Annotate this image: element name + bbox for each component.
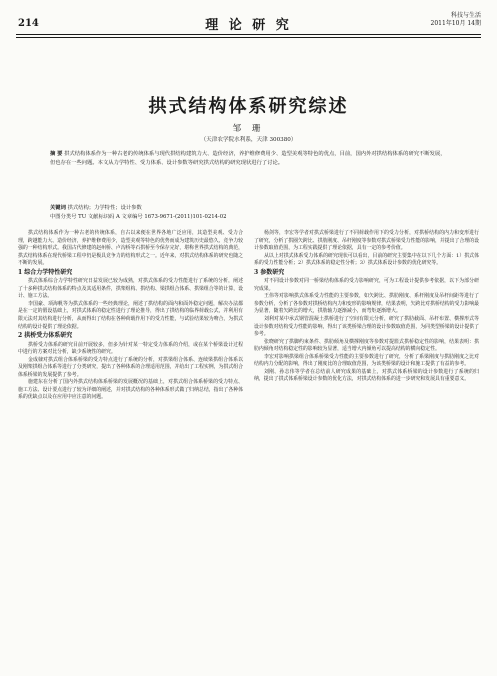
header-rule: [16, 34, 481, 38]
abstract-text: 拱式结构体系作为一种古老的传统体系与现代拱结构建筑力大、造价经济，养护维修费用少、造型美观等特色的优点，目前，国内外对拱结构体系的研究不断发展，但也存在一些问题。本文从力学特性、受力体系、设计参数等研究拱式结构的研究现状进行了讨论。: [50, 151, 446, 166]
keywords-text: 拱式结构；力学特性；设计参数: [67, 205, 142, 211]
abstract-label: 摘 要: [50, 151, 63, 157]
paper-title: 拱式结构体系研究综述: [148, 96, 349, 117]
issue-line-1: 科技与生活: [450, 12, 481, 19]
paragraph: 王伟等对影响拱式体系受力性能的主要参数，如矢跨比、拱肋刚度、系杆刚度及吊杆间距等进行了参数分析，分析了各参数对拱桥结构内力和变形的影响规律，结果表明，矢跨比对拱桥结构的受力影响最为显著，随着矢跨比的增大，拱肋轴力逐渐减小，而弯矩逐渐增大。: [254, 293, 479, 315]
paragraph: 刘利对某中承式钢管混凝土拱桥进行了空间有限元分析，研究了拱肋截面、吊杆布置、横撑形式等设计参数对结构受力性能的影响，得出了该类桥梁合理的设计参数取值范围，为同类型桥梁的设计提供了参考。: [254, 315, 479, 338]
paragraph: 拱式体系综合力学特性研究日益发展已较为成熟，对拱式体系的受力性能进行了系统的分析，阐述了十多种拱式结构体系的特点及其适用条件，拱架组构、拱结构、梁拱组合体系、拱梁组合等的计算，设计、施工方法。: [18, 278, 243, 300]
paragraph: 拱桥受力体系的研究目前开展较多，但多为针对某一特定受力体系的介绍，或在某个桥梁设计过程中进行的方案对比分析，缺少系统性的研究。: [18, 341, 243, 356]
section-heading-3: 3 参数研究: [254, 268, 285, 276]
paragraph: 对不同设计参数对同一桥梁结构体系的受力影响研究，可为工程设计提供参考依据，以下为部分研究成果。: [254, 278, 479, 292]
paragraph: 李国豪、项海帆等为拱式体系的一些经典理论，阐述了拱结构的面内和面外稳定问题，解决办法都是在一定的假设基础上，对拱式体系的稳定性进行了理论推导，得出了拱结构的临界荷载公式，并利用有限元法对其结构进行分析，从而得出了结构在各种荷载作用下的受力性能，与试验结果较为吻合，为拱式结构的设计提供了理论依据。: [18, 300, 243, 330]
author: 邹 珊: [232, 124, 265, 134]
paragraph: 刘刚、孙志伟等学者在总结前人研究成果的基础上，对拱式体系桥梁的设计参数进行了系统的归纳，提出了拱式体系桥梁设计参数的优化方法，对拱式结构体系的进一步研究和发展具有重要意义。: [254, 368, 479, 383]
keywords-label: 关键词: [50, 205, 66, 211]
section-heading-2: 2 拱桥受力体系研究: [18, 332, 73, 340]
affiliation: （天津农学院水利系，天津 300380）: [200, 137, 297, 143]
section-heading-1: 1 综合力学特性研究: [18, 268, 73, 276]
keywords: [50, 203, 450, 211]
paragraph: 杨剑等，李宏等学者对拱式桥梁进行了不同荷载作用下的受力分析，对拱桥结构的内力和变形进行了研究，分析了拱圈矢跨比、拱肋刚度、吊杆刚度等参数对拱式桥梁受力性能的影响，并提出了合理的设计参数取值范围，为工程实践提供了理论依据，具有一定的参考价值。: [254, 230, 479, 252]
left-column: [18, 230, 243, 402]
paragraph: 张晓研究了拱脚约束条件、拱肋倾角及横撑刚度等参数对提篮式拱桥稳定性的影响，结果表明：拱肋内倾角对结构稳定性的影响较为显著，适当增大内倾角可以提高结构的横向稳定性。: [254, 338, 479, 353]
paragraph: 金成棣对拱式组合体系桥梁的受力特点进行了系统的分析，对拱梁组合体系、连续梁拱组合体系以及刚架拱组合体系等进行了分类研究，提出了各种体系的合理适用范围，并给出了工程实例，为拱式组合体系桥梁的发展提供了参考。: [18, 356, 243, 378]
issue-line-2: 2011年10月 14期: [430, 20, 481, 27]
issue-info: [431, 12, 481, 28]
page-number: 214: [18, 18, 39, 29]
intro-paragraph: 拱式结构体系作为一种古老的传统体系，自古以来便在世界各地广泛应用，其造型美观、受力合理，跨越能力大、造价经济，养护维修费用少，造型美观等特色的优势而成为建筑历史最悠久、竞争力较强的一种结构形式。我国古代修建的赵州桥、卢沟桥等石拱桥至今保存完好，堪称世界拱式结构的典范，拱式结构体系在现代桥梁工程中仍是极具竞争力的结构形式之一。近年来，对拱式结构体系的研究也随之不断的发展。: [18, 230, 243, 267]
paragraph: 从以上对拱式体系受力体系的研究现状可以看出，目前的研究主要集中在以下几个方面：1）拱式体系的受力性能分析；2）拱式体系的稳定性分析；3）拱式体系设计参数的优化研究等。: [254, 252, 479, 267]
paragraph: 施建东在分析了国内外拱式结构体系桥梁的发展概况的基础上，对拱式组合体系桥梁的受力特点、施工方法、设计要点进行了较为详细的阐述，并对拱式结构的各种体系形式做了归纳总结，指出了各种体系的优缺点以及在应用中应注意的问题。: [18, 379, 243, 401]
classification-line: 中图分类号 TU 文献标识码 A 文章编号 1673-9671-(2011)101-0214-02: [50, 214, 227, 220]
abstract: [50, 150, 450, 167]
paragraph: 李宏对影响拱梁组合体系桥梁受力性能的主要参数进行了研究，分析了系梁刚度与拱肋刚度之比对结构内力分配的影响，得出了刚度比的合理取值范围，为该类桥梁的设计和施工提供了有益的参考。: [254, 353, 479, 368]
journal-name: 理 论 研 究: [205, 18, 292, 33]
right-column: [254, 230, 479, 384]
